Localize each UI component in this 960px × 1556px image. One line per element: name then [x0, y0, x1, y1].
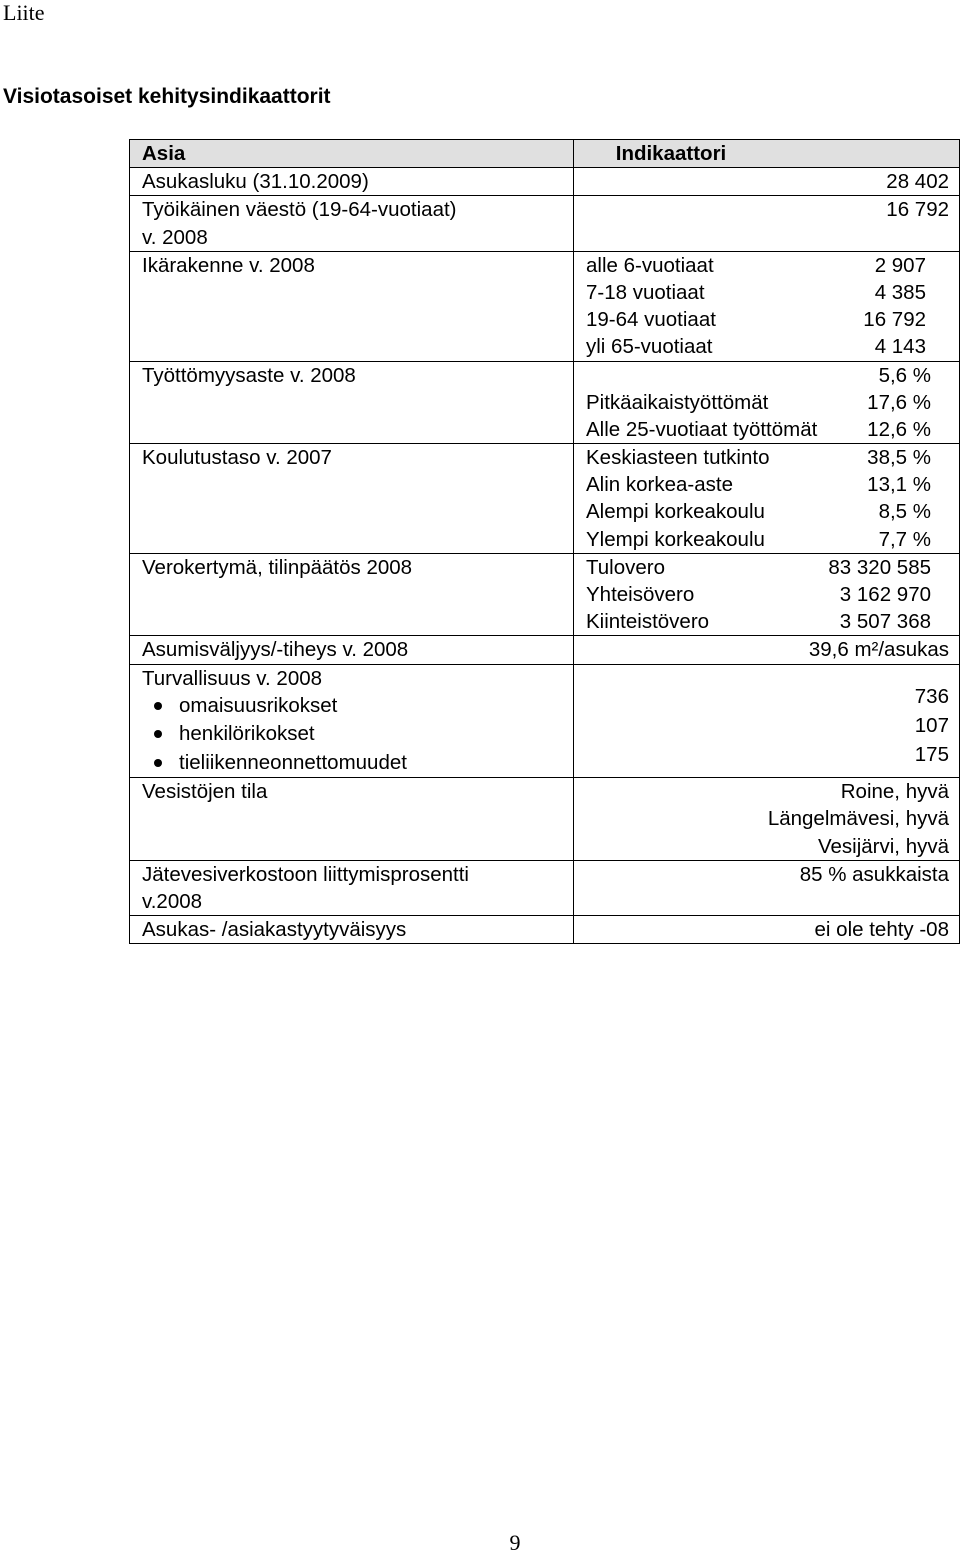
- sub-value: 13,1 %: [867, 473, 931, 497]
- sub-value: 2 907: [874, 253, 926, 277]
- sub-row: [586, 608, 931, 635]
- sub-name: Ylempi korkeakoulu: [586, 527, 765, 551]
- vesisto-value: Vesijärvi, hyvä: [817, 834, 949, 858]
- sub-name: Kiinteistövero: [586, 610, 710, 634]
- list-item: [142, 749, 563, 778]
- table-row: [130, 553, 960, 636]
- turvallisuus-list: [142, 692, 563, 778]
- sub-value: 38,5 %: [867, 446, 931, 470]
- table-row: [130, 778, 960, 861]
- table-row: [130, 916, 960, 944]
- tyoikainen-value: 16 792: [574, 196, 960, 251]
- turvallisuus-value: 107: [914, 713, 949, 737]
- sub-value: 8,5 %: [878, 500, 931, 524]
- sub-name: Keskiasteen tutkinto: [586, 446, 770, 470]
- sub-row: [586, 279, 926, 306]
- tyytyvaisyys-label: Asukas- /asiakastyytyväisyys: [130, 916, 574, 944]
- sub-name: alle 6-vuotiaat: [586, 253, 714, 277]
- table-row: [130, 444, 960, 554]
- vesisto-values: [574, 778, 960, 861]
- table-row: [130, 636, 960, 664]
- page-number: 9: [509, 1530, 521, 1555]
- turvallisuus-value: 736: [914, 684, 949, 708]
- tyoikainen-label: [130, 196, 574, 251]
- jatevesi-label-line2: v.2008: [142, 890, 203, 914]
- turvallisuus-label: Turvallisuus v. 2008: [142, 666, 323, 690]
- ikarakenne-label: Ikärakenne v. 2008: [130, 251, 574, 361]
- sub-name: Tulovero: [586, 555, 665, 579]
- sub-row: [586, 581, 931, 608]
- sub-row: [586, 362, 931, 389]
- ikarakenne-values: [574, 251, 960, 361]
- list-item-label: omaisuusrikokset: [179, 693, 338, 717]
- bullet-icon: [154, 702, 162, 710]
- tyoikainen-label-line1: Työikäinen väestö (19-64-vuotiaat): [142, 198, 457, 222]
- asukasluku-label: Asukasluku (31.10.2009): [130, 168, 574, 196]
- jatevesi-value: 85 % asukkaista: [574, 860, 960, 915]
- sub-row: [586, 444, 931, 471]
- koulutus-label: Koulutustaso v. 2007: [130, 444, 574, 554]
- sub-value: 3 507 368: [839, 610, 931, 634]
- sub-value: 3 162 970: [839, 583, 931, 607]
- turvallisuus-value: 175: [914, 742, 949, 766]
- sub-value: 16 792: [863, 308, 926, 332]
- list-item: [142, 720, 563, 749]
- jatevesi-label-line1: Jätevesiverkostoon liittymisprosentti: [142, 862, 469, 886]
- sub-row: [586, 389, 931, 416]
- sub-value: 83 320 585: [828, 555, 931, 579]
- koulutus-values: [574, 444, 960, 554]
- sub-value: 12,6 %: [867, 417, 931, 441]
- vesisto-label: Vesistöjen tila: [130, 778, 574, 861]
- sub-value: 17,6 %: [867, 390, 931, 414]
- sub-name: Alle 25-vuotiaat työttömät: [586, 417, 818, 441]
- sub-name: yli 65-vuotiaat: [586, 335, 713, 359]
- table-row: [130, 196, 960, 251]
- sub-row: [586, 252, 926, 279]
- table-row: [130, 860, 960, 915]
- turvallisuus-values: [574, 664, 960, 778]
- vero-label: Verokertymä, tilinpäätös 2008: [130, 553, 574, 636]
- sub-row: [586, 554, 931, 581]
- sub-row: [586, 306, 926, 333]
- sub-row: [586, 416, 931, 443]
- sub-name: Pitkäaikaistyöttömät: [586, 390, 769, 414]
- sub-row: [586, 333, 926, 360]
- sub-name: Alin korkea-aste: [586, 473, 733, 497]
- sub-value: 4 385: [874, 280, 926, 304]
- table-header-row: [130, 140, 960, 168]
- table-row: [130, 168, 960, 196]
- sub-row: [586, 471, 931, 498]
- tyottomyys-values: [574, 361, 960, 444]
- tyytyvaisyys-value: ei ole tehty -08: [574, 916, 960, 944]
- sub-name: Yhteisövero: [586, 583, 695, 607]
- indicator-table: [129, 139, 960, 944]
- sub-name: Alempi korkeakoulu: [586, 500, 765, 524]
- sub-name: 7-18 vuotiaat: [586, 280, 705, 304]
- turvallisuus-cell: [130, 664, 574, 778]
- table-row: [130, 361, 960, 444]
- sub-row: [586, 526, 931, 553]
- asumis-value: 39,6 m²/asukas: [574, 636, 960, 664]
- page-title: Visiotasoiset kehitysindikaattorit: [3, 85, 331, 108]
- bullet-icon: [154, 730, 162, 738]
- header-asia: Asia: [130, 140, 574, 168]
- sub-name: 19-64 vuotiaat: [586, 308, 716, 332]
- header-indikaattori-label: Indikaattori: [615, 142, 727, 165]
- list-item: [142, 692, 563, 721]
- sub-row: [586, 498, 931, 525]
- asumis-label: Asumisväljyys/-tiheys v. 2008: [130, 636, 574, 664]
- tyottomyys-total: 5,6 %: [878, 363, 931, 387]
- sub-value: 4 143: [874, 335, 926, 359]
- list-item-label: tieliikenneonnettomuudet: [179, 750, 407, 774]
- tyottomyys-label: Työttömyysaste v. 2008: [130, 361, 574, 444]
- vesisto-value: Längelmävesi, hyvä: [767, 807, 949, 831]
- vero-values: [574, 553, 960, 636]
- header-indikaattori: [574, 140, 960, 168]
- page-label: Liite: [3, 0, 45, 25]
- table-row: [130, 664, 960, 778]
- sub-value: 7,7 %: [878, 527, 931, 551]
- table-row: [130, 251, 960, 361]
- vesisto-value: Roine, hyvä: [840, 780, 949, 804]
- asukasluku-value: 28 402: [574, 168, 960, 196]
- list-item-label: henkilörikokset: [179, 722, 315, 746]
- jatevesi-label: [130, 860, 574, 915]
- tyoikainen-label-line2: v. 2008: [142, 225, 208, 249]
- bullet-icon: [154, 759, 162, 767]
